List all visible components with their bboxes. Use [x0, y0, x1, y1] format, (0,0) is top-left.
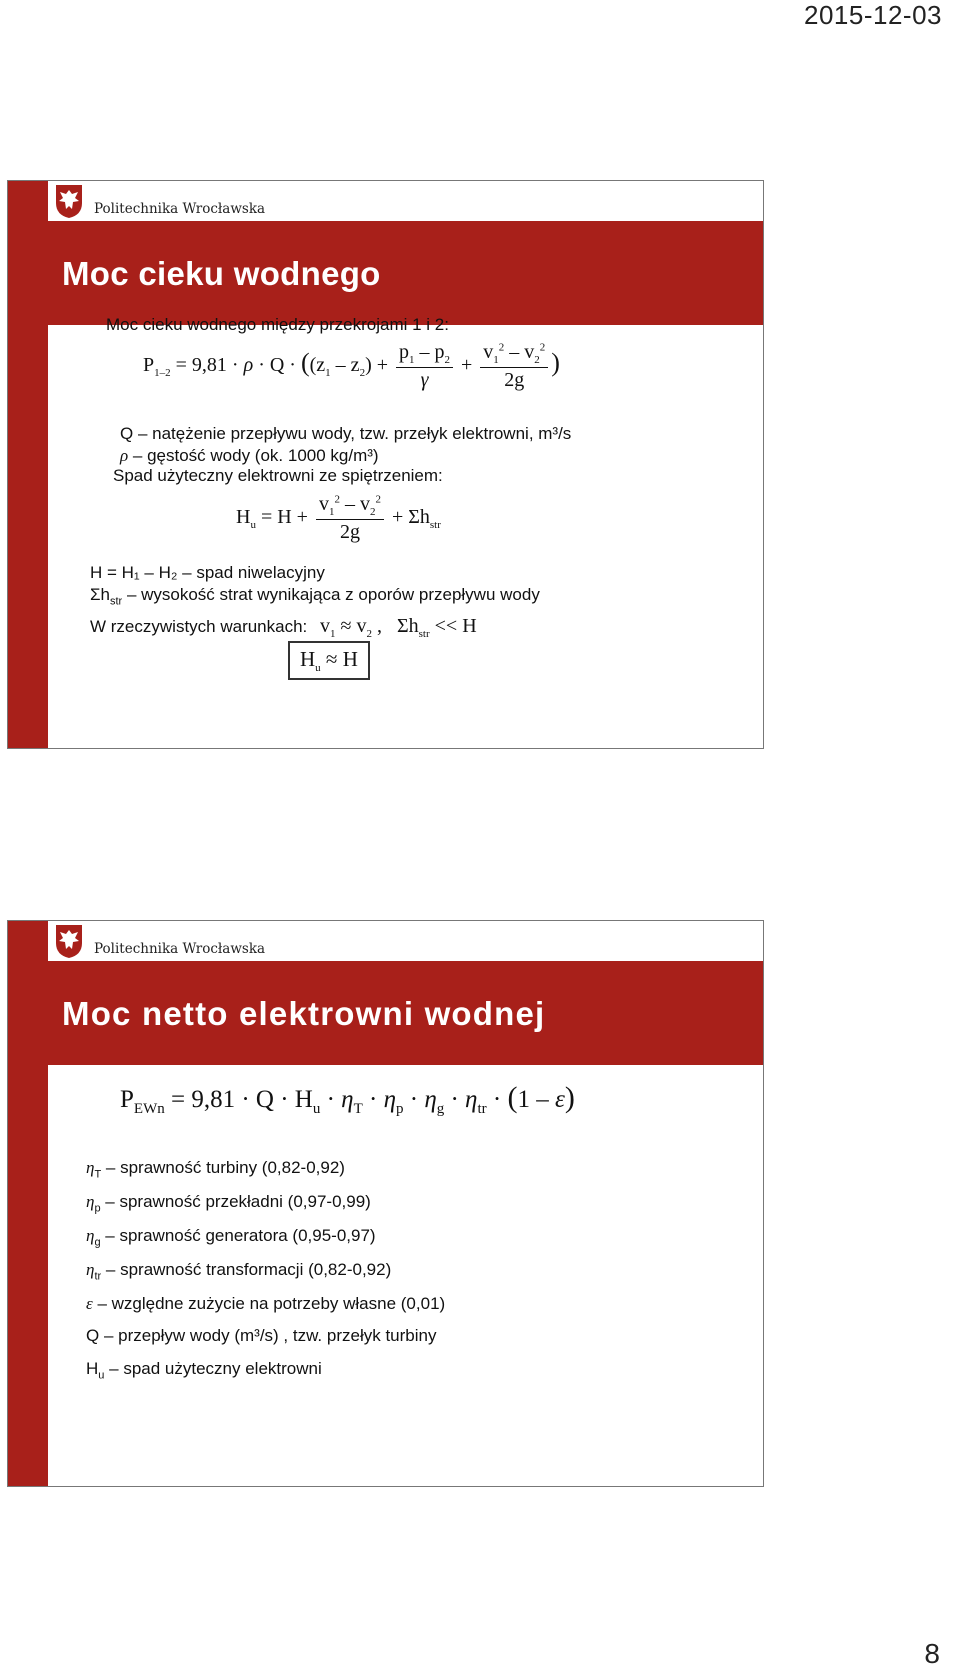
slide-body — [8, 181, 765, 750]
university-name: Politechnika Wrocławska — [94, 941, 266, 957]
slide-title: Moc netto elektrowni wodnej — [62, 995, 546, 1032]
slide-1 — [7, 180, 764, 749]
h-definition: H = H₁ – H₂ – spad niwelacyjny — [90, 563, 325, 582]
page-number: 8 — [924, 1638, 940, 1669]
head-formula: $H_u = H$ + $\frac{v_1^2 - v_2^2}{2g}$ + $\Sigma h_{str}$ — [236, 493, 441, 543]
def-own-use: ε – względne zużycie na potrzeby własne (0,01) — [86, 1294, 446, 1313]
real-text: W rzeczywistych warunkach: — [90, 617, 308, 636]
def-flow: Q – przepływ wody (m³/s) , tzw. przełyk turbiny — [86, 1326, 437, 1345]
net-power-formula: $P_{EWn} = 9,81 \cdot Q \cdot H_u \cdot \eta_T \cdot \eta_p \cdot \eta_g \cdot \eta_{tr} \cdot (1 - \varepsilon)$ — [120, 1081, 575, 1117]
def-gear: $\eta_p$ – sprawność przekładni (0,97-0,99) — [86, 1192, 371, 1215]
def-transformer: $\eta_{tr}$ – sprawność transformacji (0,82-0,92) — [86, 1260, 392, 1283]
university-name: Politechnika Wrocławska — [94, 201, 266, 217]
intro-text: Moc cieku wodnego między przekrojami 1 i 2: — [106, 315, 449, 334]
result-box: $H_u \approx H$ — [288, 641, 370, 680]
header-date: 2015-12-03 — [804, 0, 942, 30]
real-conditions: W rzeczywistych warunkach: $v_1 \approx v_2$ , $\Sigma h_{str} << H$ — [90, 615, 477, 640]
rho-definition — [120, 446, 379, 466]
head-intro: Spad użyteczny elektrowni ze spiętrzeniem: — [113, 466, 443, 485]
def-head: $H_u$ – spad użyteczny elektrowni — [86, 1359, 322, 1382]
slide-title: Moc cieku wodnego — [62, 255, 381, 292]
rho-symbol: ρ — [120, 446, 129, 465]
hstr-definition: $\Sigma h_{str}$ – wysokość strat wynikająca z oporów przepływu wody — [90, 585, 540, 608]
def-generator: $\eta_g$ – sprawność generatora (0,95-0,97) — [86, 1226, 376, 1249]
hstr-text: – wysokość strat wynikająca z oporów przepływu wody — [126, 585, 540, 604]
q-definition: Q – natężenie przepływu wody, tzw. przełyk elektrowni, m³/s — [120, 424, 572, 443]
slide-body — [8, 921, 765, 1488]
def-turbine: $\eta_T$ – sprawność turbiny (0,82-0,92) — [86, 1158, 345, 1181]
rho-text: – gęstość wody (ok. 1000 kg/m³) — [132, 446, 379, 465]
slide-2 — [7, 920, 764, 1487]
power-formula: $P_{1-2} = 9,81 \cdot \rho \cdot Q \cdot ((z_1 - z_2)$ + $\frac{p_1 - p_2}{\gamma}$ + $\frac{v_1^2 - v_2^2}{2g}$ ) — [143, 341, 560, 391]
